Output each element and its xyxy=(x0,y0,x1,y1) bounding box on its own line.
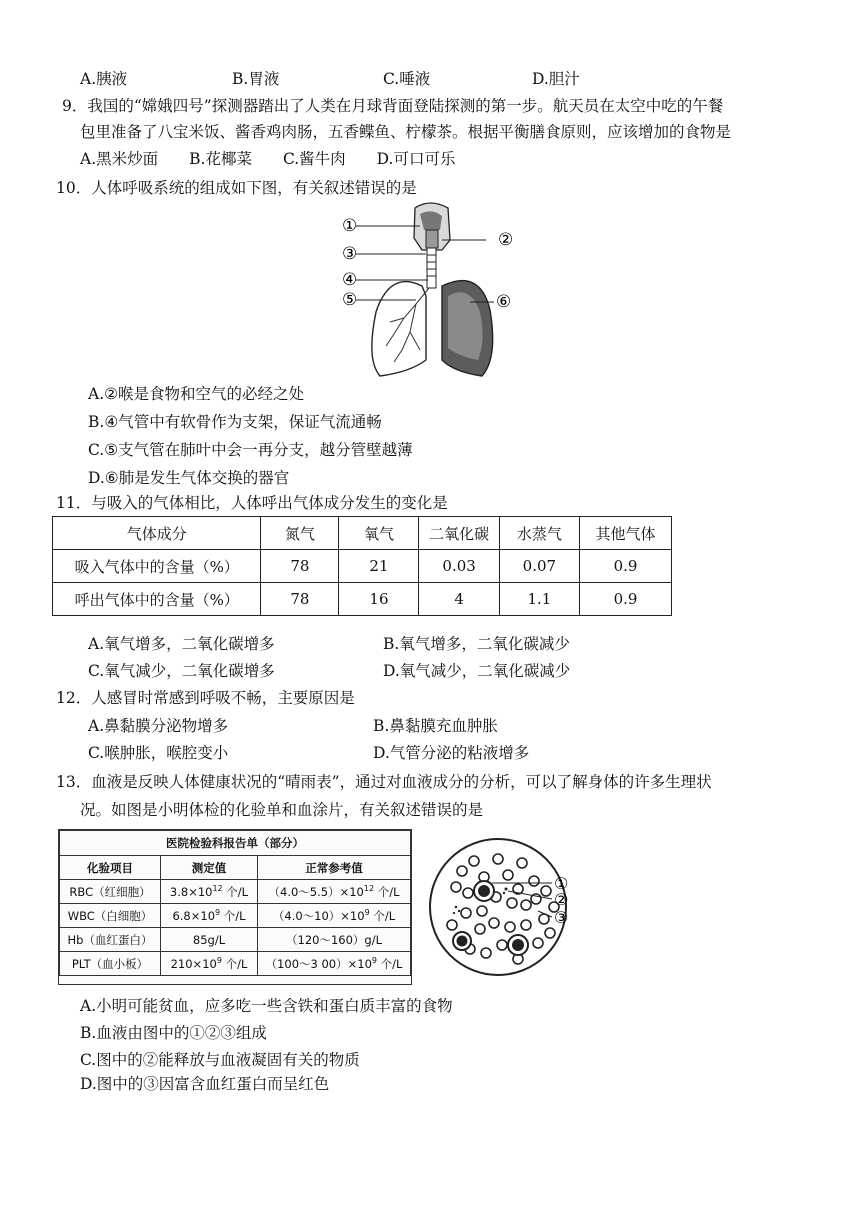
report-item: RBC（红细胞） xyxy=(60,880,161,904)
q13-stem-line1: 13．血液是反映人体健康状况的“晴雨表”，通过对血液成分的分析，可以了解身体的许多生理状 xyxy=(56,773,712,791)
q9-stem-line1: 9．我国的“嫦娥四号”探测器踏出了人类在月球背面登陆探测的第一步。航天员在太空中吃的午餐 xyxy=(62,97,724,115)
report-value: $6.8\times 10^9$ 个/L xyxy=(161,904,258,928)
q11-option-d: D.氧气减少，二氧化碳减少 xyxy=(383,662,571,680)
q12-option-b: B.鼻黏膜充血肿胀 xyxy=(373,717,498,735)
q12-option-a: A.鼻黏膜分泌物增多 xyxy=(88,717,229,735)
report-header: 测定值 xyxy=(161,856,258,880)
respiratory-system-figure xyxy=(330,200,530,382)
q13-option-d: D.图中的③因富含血红蛋白而呈红色 xyxy=(80,1075,330,1093)
label-2: ② xyxy=(498,230,514,250)
q10-option-c: C.⑤支气管在肺叶中会一再分支，越分管壁越薄 xyxy=(88,441,413,459)
report-row xyxy=(60,952,411,976)
q8-option-c: C.唾液 xyxy=(383,70,431,88)
q13-stem-line2: 况。如图是小明体检的化验单和血涂片，有关叙述错误的是 xyxy=(80,801,484,819)
table-header: 水蒸气 xyxy=(499,517,579,550)
report-row xyxy=(60,904,411,928)
q9-stem-line2: 包里准备了八宝米饭、酱香鸡肉肠，五香鲽鱼、柠檬茶。根据平衡膳食原则，应该增加的食物是 xyxy=(80,123,732,141)
table-cell: 0.9 xyxy=(580,550,672,583)
report-item: PLT（血小板） xyxy=(60,952,161,976)
q11-option-c: C.氧气减少，二氧化碳增多 xyxy=(88,662,275,680)
table-row xyxy=(53,583,672,616)
q9-options: A.黑米炒面 B.花椰菜 C.酱牛肉 D.可口可乐 xyxy=(80,150,456,168)
table-header: 气体成分 xyxy=(53,517,261,550)
table-cell: 0.07 xyxy=(499,550,579,583)
report-value: $210\times 10^9$ 个/L xyxy=(161,952,258,976)
table-cell: 4 xyxy=(419,583,499,616)
q8-option-a: A.胰液 xyxy=(80,70,128,88)
report-header: 化验项目 xyxy=(60,856,161,880)
blood-smear-figure xyxy=(426,831,586,983)
table-row xyxy=(53,550,672,583)
label-3: ③ xyxy=(342,244,358,264)
report-ref: （100～3 $00)\times 10^9$ 个/L xyxy=(258,952,411,976)
report-header: 正常参考值 xyxy=(258,856,411,880)
q12-option-c: C.喉肿胀，喉腔变小 xyxy=(88,744,229,762)
table-cell: 吸入气体中的含量（%） xyxy=(53,550,261,583)
report-row xyxy=(60,928,411,952)
table-header-row xyxy=(53,517,672,550)
report-title: 医院检验科报告单（部分） xyxy=(60,831,411,856)
table-cell: 16 xyxy=(339,583,419,616)
q10-option-d: D.⑥肺是发生气体交换的器官 xyxy=(88,469,290,487)
q11-option-b: B.氧气增多，二氧化碳减少 xyxy=(383,635,570,653)
lab-report xyxy=(58,829,412,985)
report-item: WBC（白细胞） xyxy=(60,904,161,928)
report-value: $3.8\times 10^{12}$ 个/L xyxy=(161,880,258,904)
report-item: Hb（血红蛋白） xyxy=(60,928,161,952)
table-header: 氮气 xyxy=(261,517,339,550)
label-1: ① xyxy=(342,216,358,236)
table-cell: 0.9 xyxy=(580,583,672,616)
table-cell: 0.03 xyxy=(419,550,499,583)
table-header: 其他气体 xyxy=(580,517,672,550)
q11-option-a: A.氧气增多，二氧化碳增多 xyxy=(88,635,275,653)
q13-option-b: B.血液由图中的①②③组成 xyxy=(80,1024,267,1042)
q13-option-a: A.小明可能贫血，应多吃一些含铁和蛋白质丰富的食物 xyxy=(80,997,453,1015)
table-cell: 呼出气体中的含量（%） xyxy=(53,583,261,616)
table-header: 二氧化碳 xyxy=(419,517,499,550)
smear-label-3: ③ xyxy=(554,908,569,927)
table-cell: 78 xyxy=(261,550,339,583)
q10-stem: 10．人体呼吸系统的组成如下图，有关叙述错误的是 xyxy=(56,179,417,197)
report-ref: $(4.0\sim 10)\times 10^9$ 个/L xyxy=(258,904,411,928)
smear-label-2: ② xyxy=(554,890,569,909)
report-value: 85g/L xyxy=(161,928,258,952)
table-cell: 1.1 xyxy=(499,583,579,616)
table-cell: 21 xyxy=(339,550,419,583)
q12-stem: 12．人感冒时常感到呼吸不畅，主要原因是 xyxy=(56,689,355,707)
q13-option-c: C.图中的②能释放与血液凝固有关的物质 xyxy=(80,1051,360,1069)
q12-option-d: D.气管分泌的粘液增多 xyxy=(373,744,530,762)
q8-option-b: B.胃液 xyxy=(232,70,280,88)
q10-option-a: A.②喉是食物和空气的必经之处 xyxy=(88,385,305,403)
table-header: 氧气 xyxy=(339,517,419,550)
label-4: ④ xyxy=(342,270,358,290)
label-6: ⑥ xyxy=(496,292,512,312)
q8-option-d: D.胆汁 xyxy=(532,70,580,88)
report-row xyxy=(60,880,411,904)
report-ref: （120～160）g/L xyxy=(258,928,411,952)
report-ref: $(4.0\sim 5.5)\times 10^{12}$ 个/L xyxy=(258,880,411,904)
label-5: ⑤ xyxy=(342,290,358,310)
q10-option-b: B.④气管中有软骨作为支架，保证气流通畅 xyxy=(88,413,382,431)
q11-stem: 11．与吸入的气体相比，人体呼出气体成分发生的变化是 xyxy=(56,494,448,512)
table-cell: 78 xyxy=(261,583,339,616)
gas-composition-table xyxy=(52,516,672,616)
smear-label-1: ① xyxy=(554,874,569,893)
